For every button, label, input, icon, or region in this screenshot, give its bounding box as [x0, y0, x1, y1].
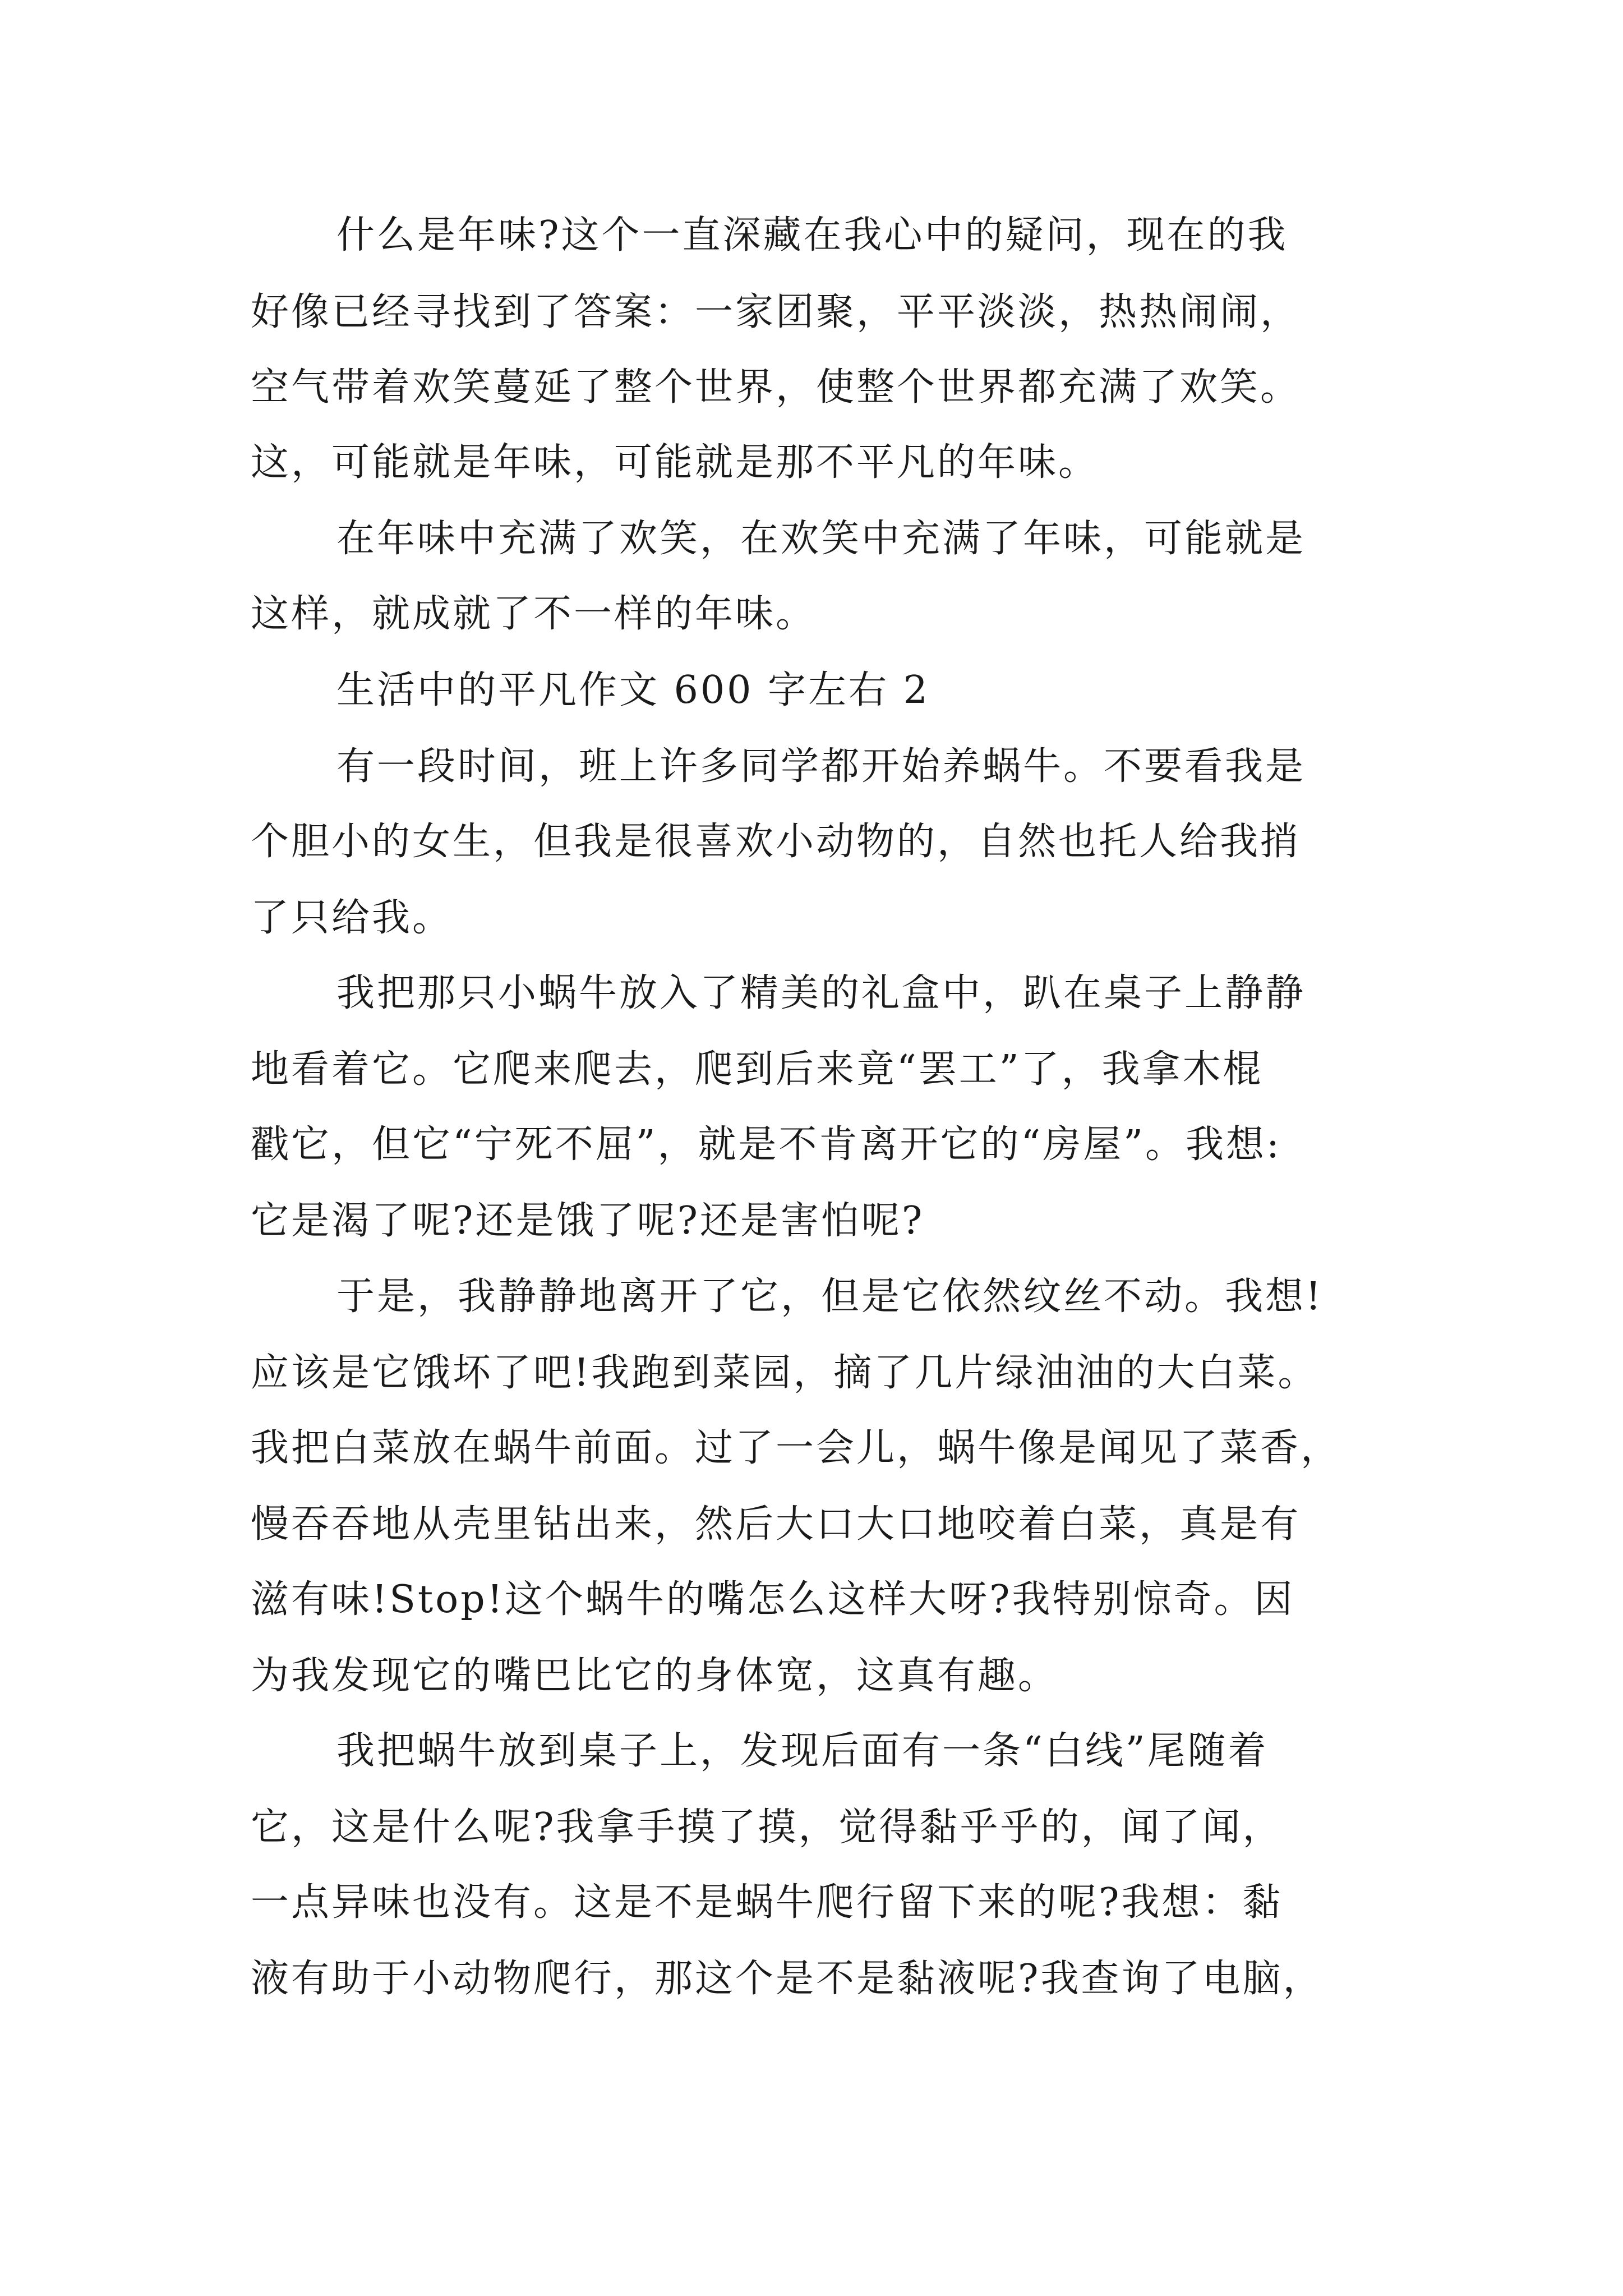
text-line: 了只给我。 — [251, 896, 453, 940]
text-line: 个胆小的女生，但我是很喜欢小动物的，自然也托人给我捎 — [251, 820, 1301, 864]
text-line: 它，这是什么呢?我拿手摸了摸，觉得黏乎乎的，闻了闻， — [251, 1805, 1283, 1849]
text-line: 好像已经寻找到了答案：一家团聚，平平淡淡，热热闹闹， — [251, 290, 1301, 334]
text-line: 于是，我静静地离开了它，但是它依然纹丝不动。我想! — [336, 1274, 1324, 1319]
text-line: 滋有味!Stop!这个蜗牛的嘴怎么这样大呀?我特别惊奇。因 — [251, 1577, 1295, 1622]
text-line: 空气带着欢笑蔓延了整个世界，使整个世界都充满了欢笑。 — [251, 365, 1301, 409]
text-line: 我把蜗牛放到桌子上，发现后面有一条“白线”尾随着 — [336, 1729, 1269, 1773]
text-line: 慢吞吞地从壳里钻出来，然后大口大口地咬着白菜，真是有 — [251, 1502, 1301, 1547]
text-line: 在年味中充满了欢笑，在欢笑中充满了年味，可能就是 — [336, 517, 1306, 561]
text-line: 为我发现它的嘴巴比它的身体宽，这真有趣。 — [251, 1654, 1059, 1698]
text-line: 什么是年味?这个一直深藏在我心中的疑问，现在的我 — [336, 213, 1288, 257]
section-heading: 生活中的平凡作文 600 字左右 2 — [336, 668, 930, 712]
text-line: 一点异味也没有。这是不是蜗牛爬行留下来的呢?我想：黏 — [251, 1880, 1283, 1925]
text-line: 有一段时间，班上许多同学都开始养蜗牛。不要看我是 — [336, 744, 1306, 789]
text-line: 应该是它饿坏了吧!我跑到菜园，摘了几片绿油油的大白菜。 — [251, 1351, 1318, 1395]
text-line: 这，可能就是年味，可能就是那不平凡的年味。 — [251, 440, 1099, 485]
text-line: 我把那只小蜗牛放入了精美的礼盒中，趴在桌子上静静 — [336, 971, 1306, 1015]
text-line: 地看着它。它爬来爬去，爬到后来竟“罢工”了，我拿木棍 — [251, 1047, 1264, 1092]
text-line: 液有助于小动物爬行，那这个是不是黏液呢?我查询了电脑， — [251, 1957, 1324, 2001]
text-line: 我把白菜放在蜗牛前面。过了一会儿，蜗牛像是闻见了菜香， — [251, 1426, 1341, 1470]
text-line: 它是渴了呢?还是饿了呢?还是害怕呢? — [251, 1199, 925, 1243]
text-line: 这样，就成就了不一样的年味。 — [251, 592, 817, 636]
text-line: 戳它，但它“宁死不屈”，就是不肯离开它的“房屋”。我想: — [251, 1122, 1281, 1167]
